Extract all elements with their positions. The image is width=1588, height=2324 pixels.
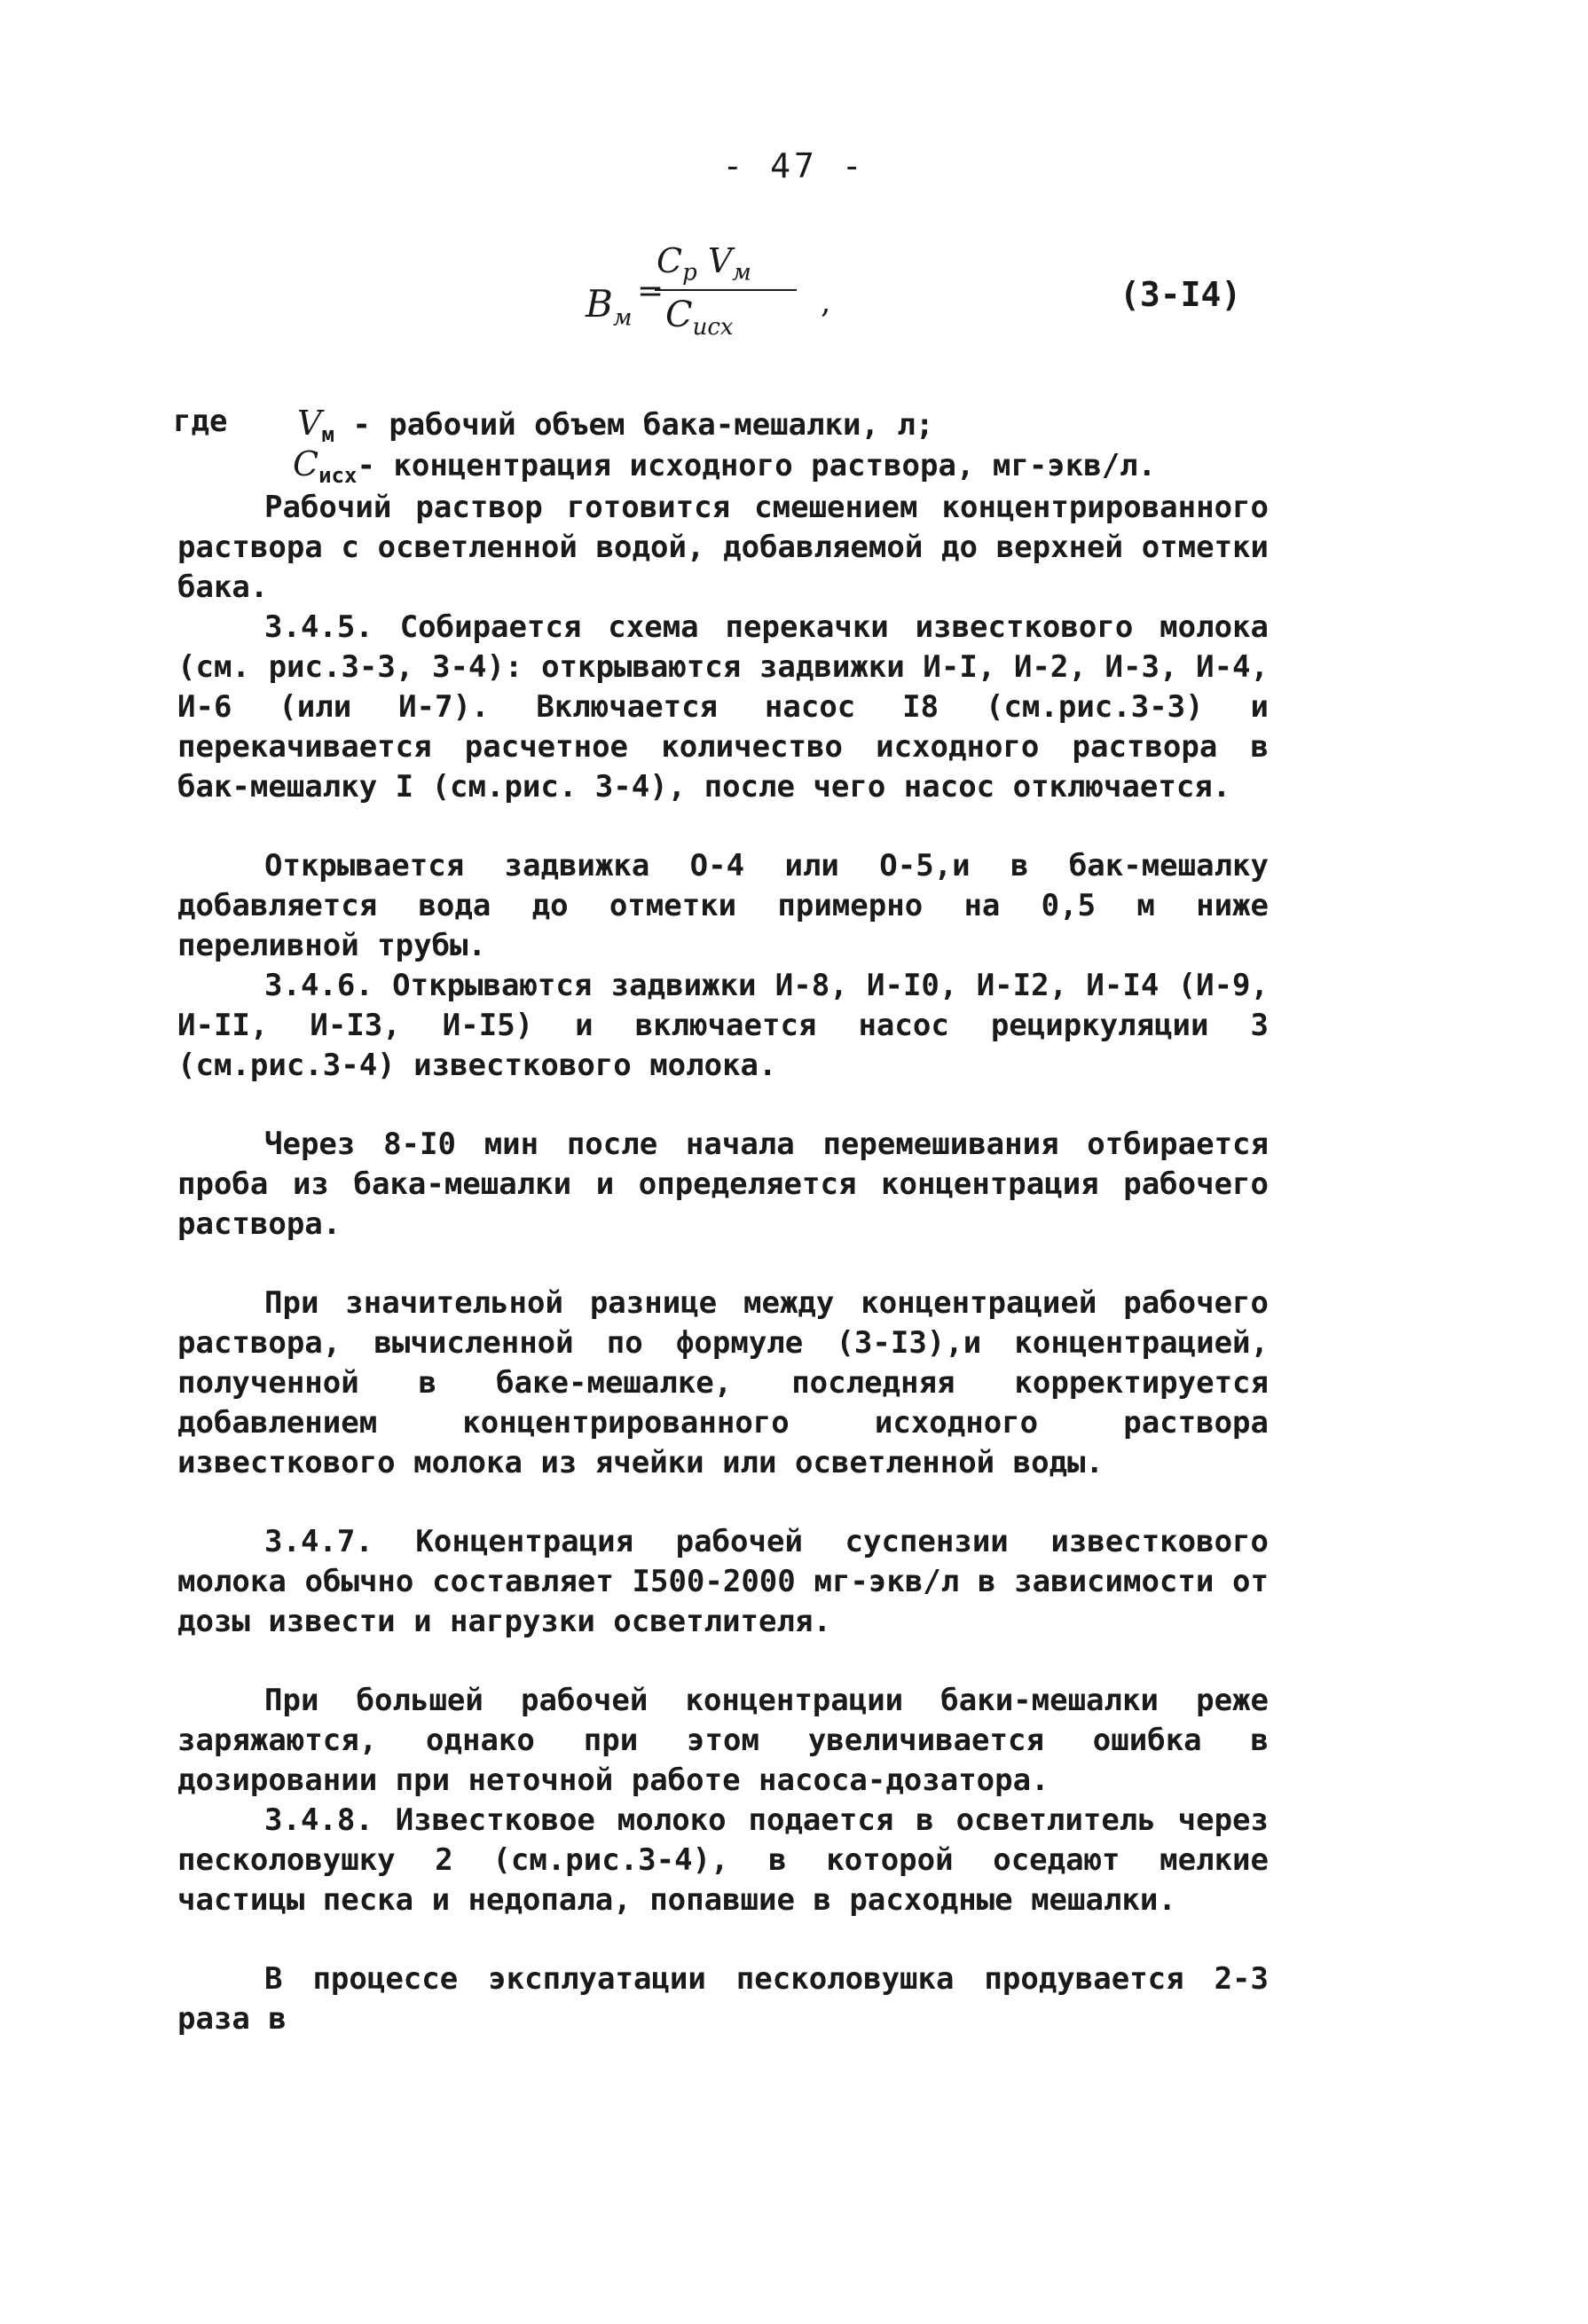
paragraph: 3.4.5. Собирается схема перекачки известкового молока (см. рис.3-3, 3-4): открываются задвижки И-I, И-2, И-3, И-4, И-6 (или И-7). Включается насос I8 (см.рис.3-3) и перекачивается расчетное количество исходного раствора в бак-мешалку I (см.рис. 3-4), после чего насос отключается. bbox=[177, 609, 1269, 805]
paragraph: В процессе эксплуатации песколовушка продувается 2-3 раза в bbox=[177, 1961, 1269, 2037]
formula-denominator: $C_{исх}$ bbox=[665, 294, 734, 341]
paragraph: 3.4.7. Концентрация рабочей суспензии известкового молока обычно составляет I500-2000 мг-экв/л в зависимости от дозы извести и нагрузки осветлителя. bbox=[177, 1524, 1269, 1639]
formula-equals: = bbox=[637, 273, 664, 310]
where-label: где bbox=[173, 404, 228, 439]
definition-cisx: $C_{исх}-$ концентрация исходного раствора, мг-экв/л. bbox=[293, 444, 1157, 488]
paragraph: Через 8-I0 мин после начала перемешивания отбирается проба из бака-мешалки и определяется концентрация рабочего раствора. bbox=[177, 1127, 1269, 1242]
formula-lhs: $B_м$ bbox=[586, 282, 633, 332]
paragraph: 3.4.8. Известковое молоко подается в осветлитель через песколовушку 2 (см.рис.3-4), в которой оседают мелкие частицы песка и недопала, попавшие в расходные мешалки. bbox=[177, 1802, 1269, 1918]
formula-numerator: $C_p$ $V_м$ bbox=[656, 241, 751, 287]
body-text bbox=[177, 488, 1269, 2078]
formula-3-14 bbox=[568, 231, 923, 346]
fraction-bar bbox=[655, 289, 797, 291]
equation-number: (3-I4) bbox=[1120, 275, 1242, 314]
paragraph: 3.4.6. Открываются задвижки И-8, И-I0, И-I2, И-I4 (И-9, И-II, И-I3, И-I5) и включается насос рециркуляции 3 (см.рис.3-4) известкового молока. bbox=[177, 968, 1269, 1083]
page-number: - 47 - bbox=[722, 146, 866, 185]
paragraph: Рабочий раствор готовится смешением концентрированного раствора с осветленной водой, добавляемой до верхней отметки бака. bbox=[177, 490, 1269, 605]
formula-comma: , bbox=[821, 284, 831, 320]
paragraph: Открывается задвижка О-4 или О-5,и в бак-мешалку добавляется вода до отметки примерно на 0,5 м ниже переливной трубы. bbox=[177, 848, 1269, 963]
definition-vm: $V_м$ - рабочий объем бака-мешалки, л; bbox=[297, 404, 934, 447]
paragraph: При значительной разнице между концентрацией рабочего раствора, вычисленной по формуле (3-I3),и концентрацией, полученной в баке-мешалке, последняя корректируется добавлением концентрированного исходного раствора известкового молока из ячейки или осветленной воды. bbox=[177, 1285, 1269, 1480]
paragraph: При большей рабочей концентрации баки-мешалки реже заряжаются, однако при этом увеличивается ошибка в дозировании при неточной работе насоса-дозатора. bbox=[177, 1683, 1269, 1798]
